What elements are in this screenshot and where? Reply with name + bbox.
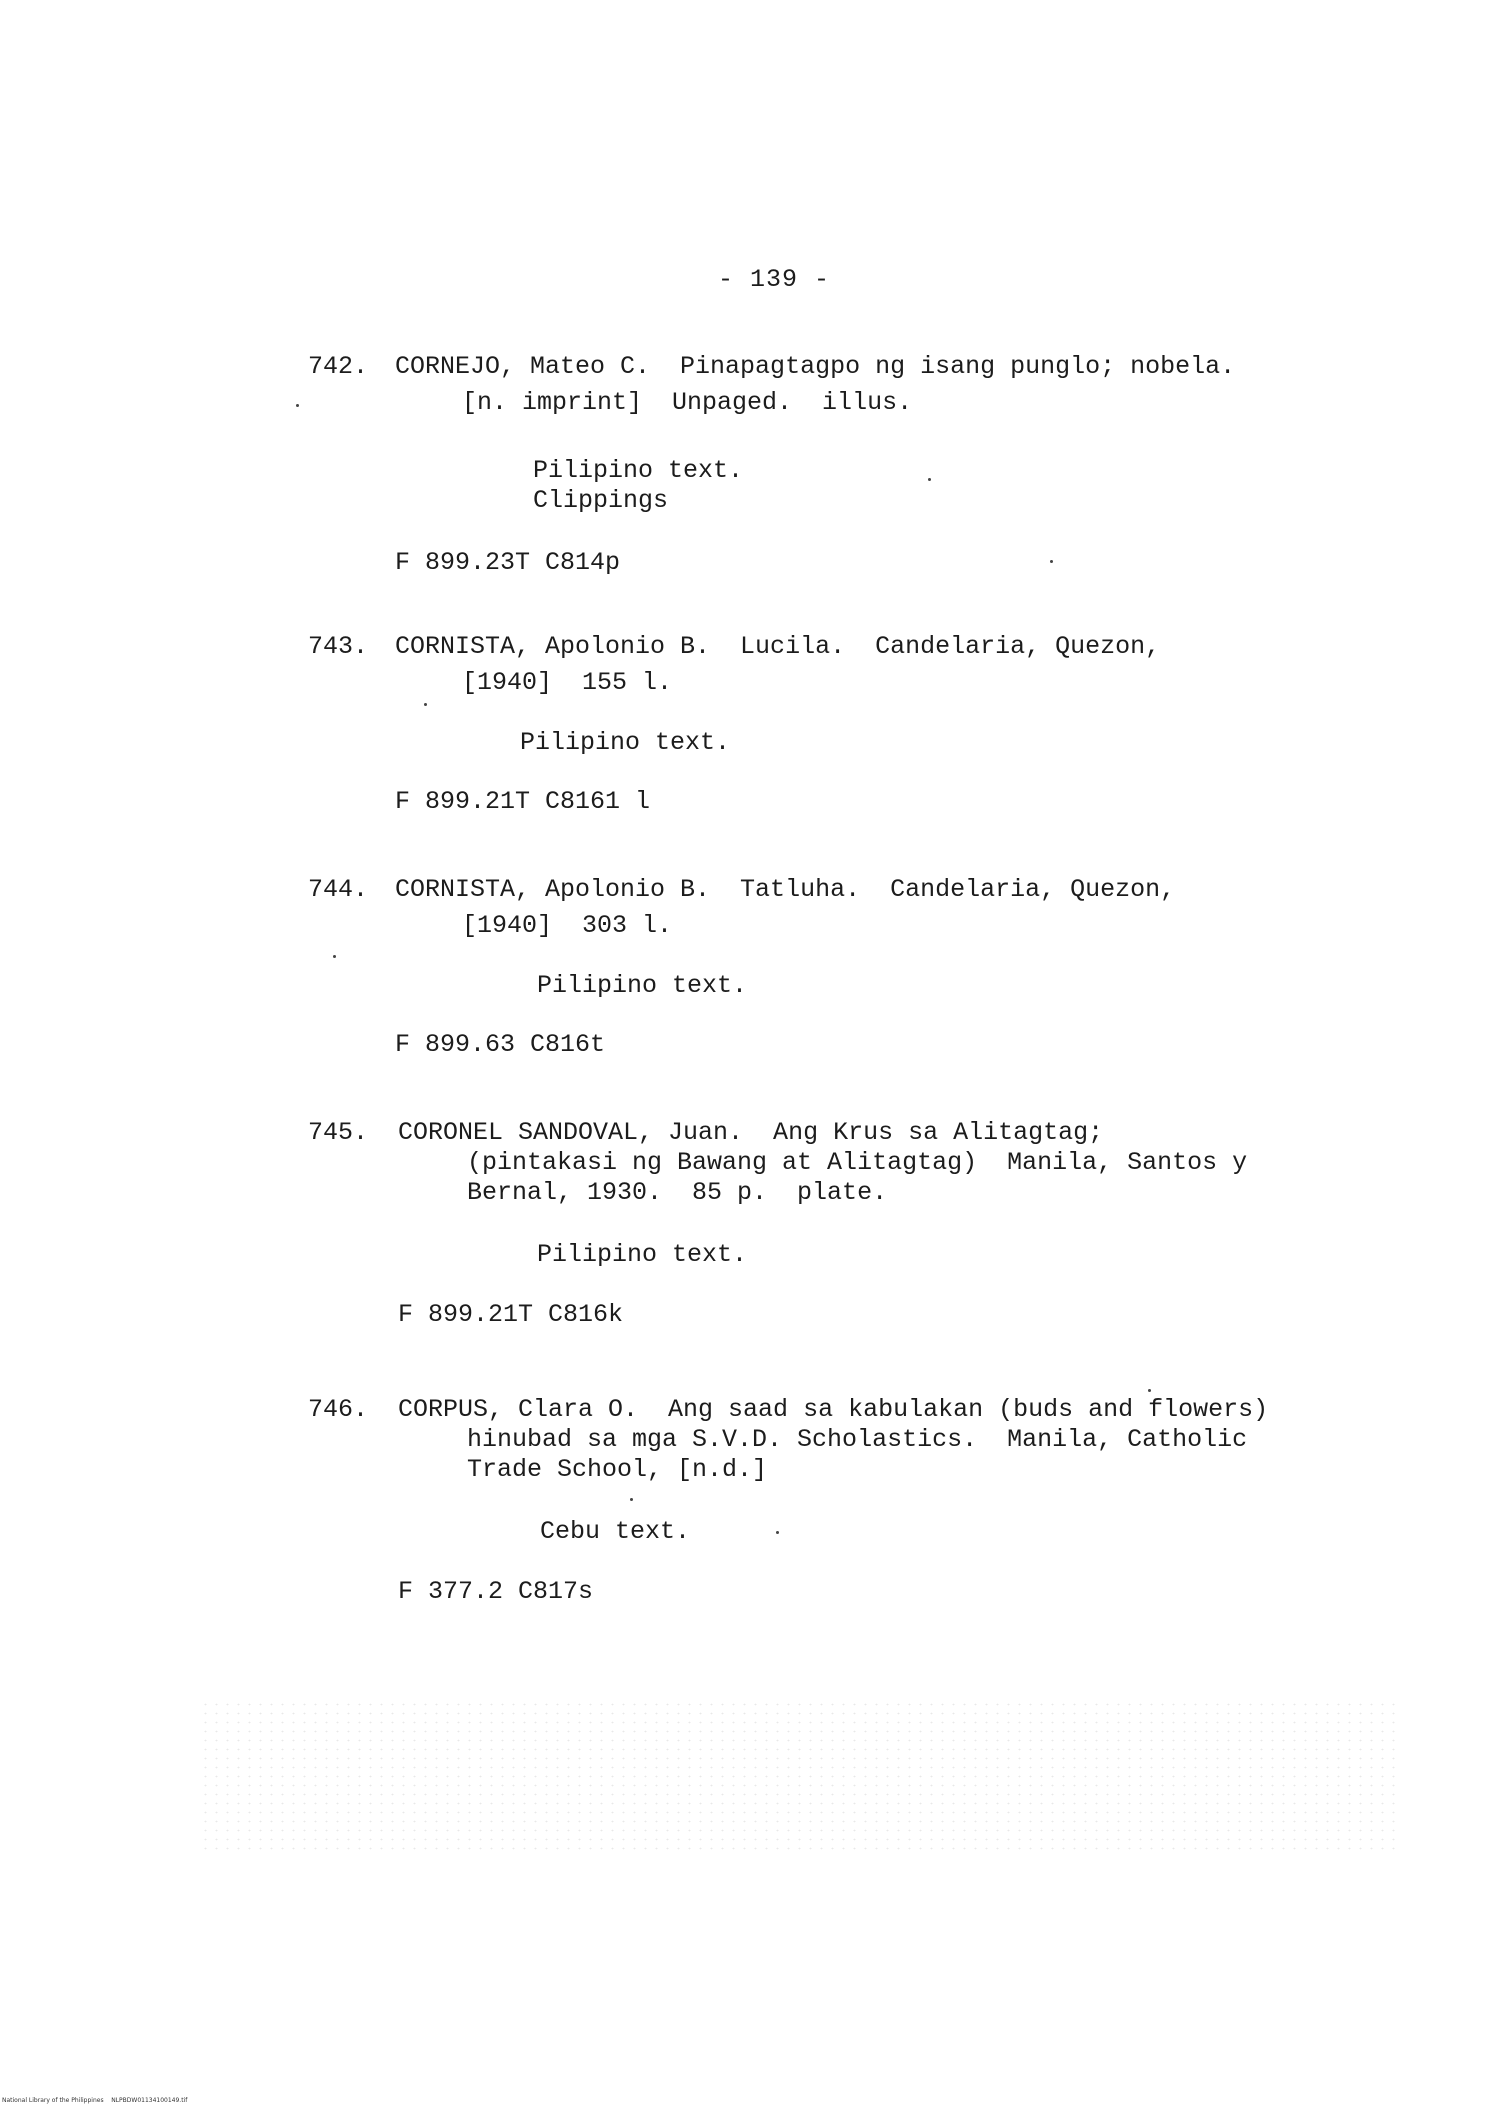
call-number: F 899.21T C816k: [398, 1300, 624, 1329]
entry-number: 742.: [308, 352, 369, 381]
entry-note: Pilipino text.: [537, 1240, 748, 1269]
entry-number: 744.: [308, 875, 369, 904]
entry-line: [1940] 303 l.: [462, 911, 673, 940]
entry-line: hinubad sa mga S.V.D. Scholastics. Manila, Catholic: [467, 1425, 1248, 1454]
scan-speck: [424, 703, 427, 706]
entry-line: CORNISTA, Apolonio B. Lucila. Candelaria, Quezon,: [395, 632, 1161, 661]
entry-line: CORONEL SANDOVAL, Juan. Ang Krus sa Alitagtag;: [398, 1118, 1104, 1147]
scan-footer: National Library of the Philippines NLPBDW01134100149.tif: [2, 2097, 188, 2104]
entry-line: CORPUS, Clara O. Ang saad sa kabulakan (buds and flowers): [398, 1395, 1269, 1424]
call-number: F 899.21T C8161 l: [395, 787, 651, 816]
entry-line: Trade School, [n.d.]: [467, 1455, 768, 1484]
entry-note: Pilipino text.: [520, 728, 731, 757]
call-number: F 899.23T C814p: [395, 548, 621, 577]
scan-speck: [333, 955, 336, 958]
entry-line: [n. imprint] Unpaged. illus.: [462, 388, 913, 417]
entry-line: CORNISTA, Apolonio B. Tatluha. Candelaria, Quezon,: [395, 875, 1176, 904]
entry-note: Cebu text.: [540, 1517, 691, 1546]
entry-line: [1940] 155 l.: [462, 668, 673, 697]
scan-speck: [776, 1531, 779, 1534]
entry-number: 743.: [308, 632, 369, 661]
entry-line: Bernal, 1930. 85 p. plate.: [467, 1178, 888, 1207]
entry-line: CORNEJO, Mateo C. Pinapagtagpo ng isang punglo; nobela.: [395, 352, 1236, 381]
entry-number: 746.: [308, 1395, 369, 1424]
entry-number: 745.: [308, 1118, 369, 1147]
call-number: F 377.2 C817s: [398, 1577, 594, 1606]
scan-noise: [200, 1700, 1400, 1850]
entry-note: Pilipino text.: [533, 456, 744, 485]
scan-speck: [630, 1498, 633, 1501]
entry-note: Clippings: [533, 486, 669, 515]
scan-speck: [296, 404, 299, 407]
scan-speck: [1148, 1389, 1151, 1392]
entry-line: (pintakasi ng Bawang at Alitagtag) Manila, Santos y: [467, 1148, 1248, 1177]
scan-speck: [1050, 560, 1053, 563]
entry-note: Pilipino text.: [537, 971, 748, 1000]
call-number: F 899.63 C816t: [395, 1030, 606, 1059]
page-number: - 139 -: [718, 265, 831, 294]
scan-speck: [928, 478, 931, 481]
